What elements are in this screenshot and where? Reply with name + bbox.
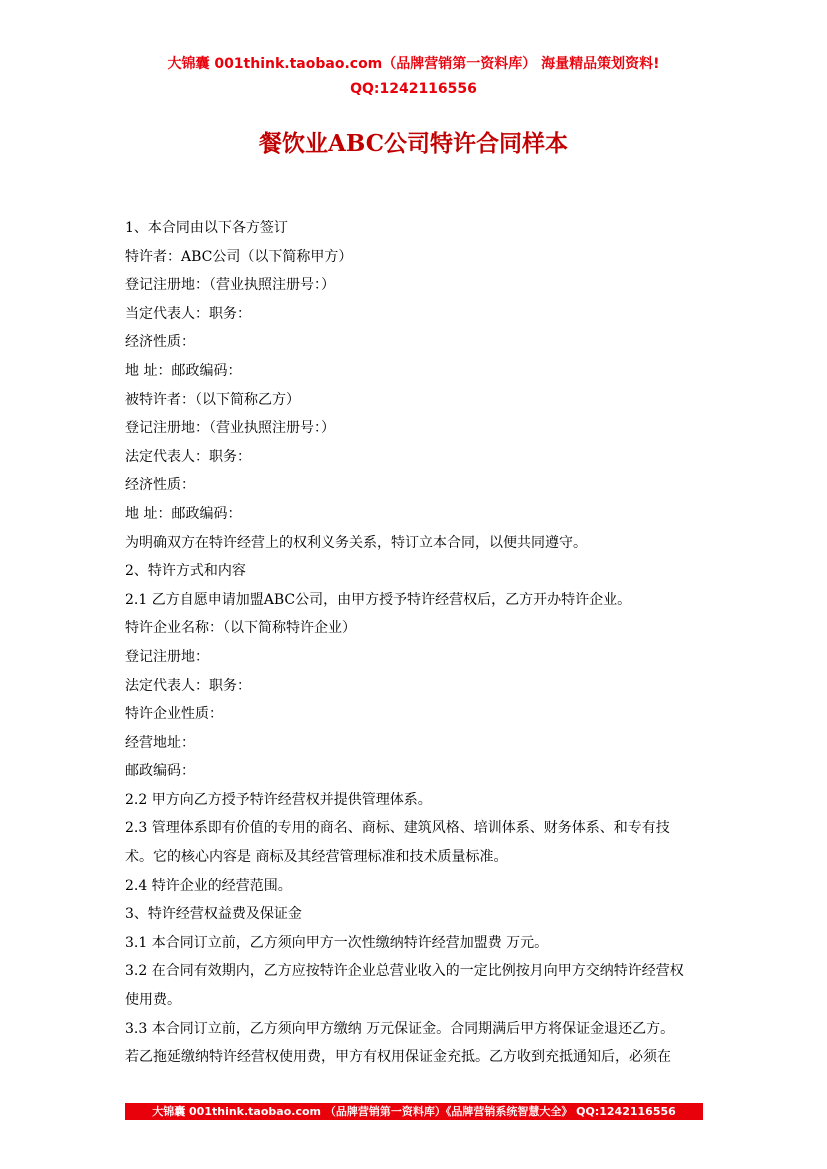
paragraph: 被特许者：（以下简称乙方） bbox=[125, 391, 300, 408]
paragraph: 特许者：ABC公司（以下简称甲方） bbox=[125, 248, 353, 265]
section-heading: 3、特许经营权益费及保证金 bbox=[125, 906, 302, 923]
paragraph: 登记注册地：（营业执照注册号：） bbox=[125, 420, 335, 437]
paragraph: 经济性质： bbox=[125, 477, 195, 494]
header-qq-line: QQ:1242116556 bbox=[350, 81, 477, 97]
paragraph: 特许企业名称：（以下简称特许企业） bbox=[125, 620, 356, 637]
paragraph: 若乙拖延缴纳特许经营权使用费，甲方有权用保证金充抵。乙方收到充抵通知后，必须在 bbox=[125, 1049, 671, 1066]
paragraph: 为明确双方在特许经营上的权利义务关系，特订立本合同，以便共同遵守。 bbox=[125, 534, 587, 551]
paragraph: 法定代表人：职务： bbox=[125, 448, 251, 465]
paragraph: 经济性质： bbox=[125, 334, 195, 351]
page-header bbox=[0, 52, 827, 102]
paragraph: 特许企业性质： bbox=[125, 706, 223, 723]
paragraph: 2.4 特许企业的经营范围。 bbox=[125, 877, 292, 894]
paragraph: 2.1 乙方自愿申请加盟ABC公司，由甲方授予特许经营权后，乙方开办特许企业。 bbox=[125, 591, 632, 608]
paragraph: 地 址：邮政编码： bbox=[125, 362, 242, 379]
paragraph: 经营地址： bbox=[125, 734, 195, 751]
paragraph: 使用费。 bbox=[125, 992, 181, 1009]
paragraph: 1、本合同由以下各方签订 bbox=[125, 220, 288, 236]
paragraph: 3.3 本合同订立前，乙方须向甲方缴纳 万元保证金。合同期满后甲方将保证金退还乙方。 bbox=[125, 1020, 675, 1037]
paragraph: 当定代表人：职务： bbox=[125, 305, 251, 322]
paragraph: 法定代表人：职务： bbox=[125, 677, 251, 694]
page-footer-banner: 大锦囊 001think.taobao.com （品牌营销第一资料库）《品牌营销系统智慧大全》 QQ:1242116556 bbox=[125, 1103, 703, 1120]
paragraph: 地 址：邮政编码： bbox=[125, 505, 242, 522]
document-title: 餐饮业ABC公司特许合同样本 bbox=[258, 130, 569, 157]
section-heading: 2、特许方式和内容 bbox=[125, 563, 246, 580]
paragraph: 登记注册地： bbox=[125, 648, 209, 665]
document-body bbox=[125, 214, 703, 1072]
paragraph: 3.2 在合同有效期内，乙方应按特许企业总营业收入的一定比例按月向甲方交纳特许经营权 bbox=[125, 963, 684, 980]
paragraph: 3.1 本合同订立前，乙方须向甲方一次性缴纳特许经营加盟费 万元。 bbox=[125, 934, 549, 951]
header-promo-line: 大锦囊 001think.taobao.com（品牌营销第一资料库） 海量精品策划资料! bbox=[167, 56, 660, 72]
paragraph: 邮政编码： bbox=[125, 763, 195, 780]
paragraph: 2.3 管理体系即有价值的专用的商名、商标、建筑风格、培训体系、财务体系、和专有技 bbox=[125, 820, 670, 837]
paragraph: 术。它的核心内容是 商标及其经营管理标准和技术质量标准。 bbox=[125, 849, 508, 866]
paragraph: 登记注册地：（营业执照注册号：） bbox=[125, 277, 335, 294]
paragraph: 2.2 甲方向乙方授予特许经营权并提供管理体系。 bbox=[125, 791, 432, 808]
